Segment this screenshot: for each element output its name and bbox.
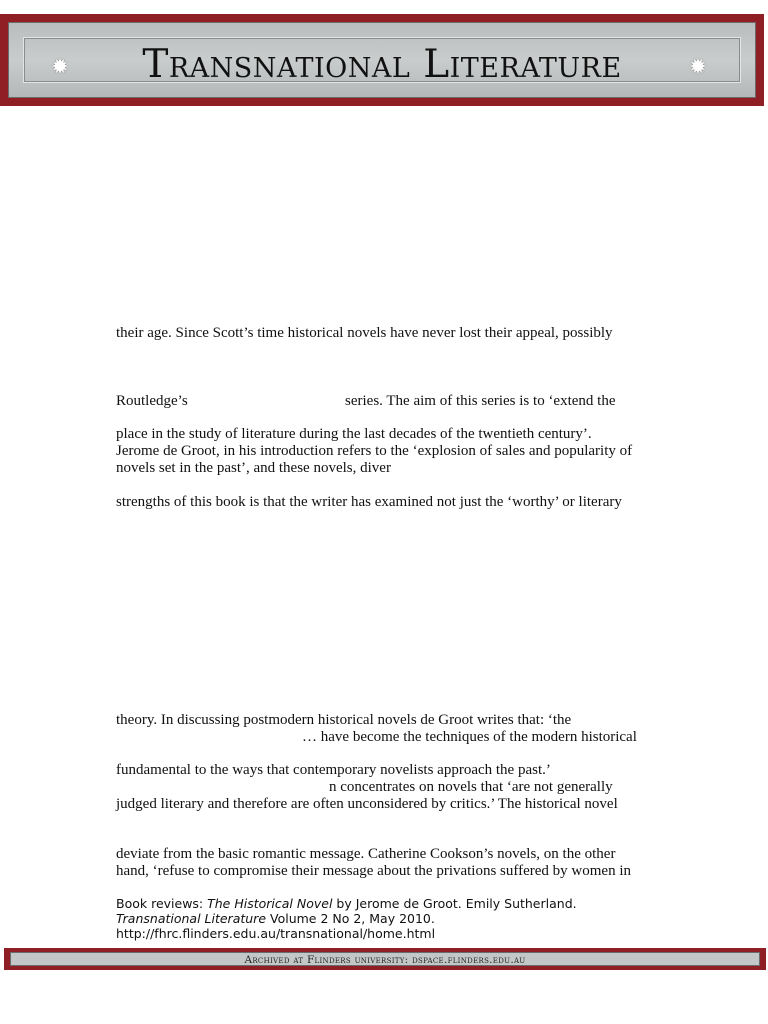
star-ornament-icon: ✹: [688, 55, 708, 80]
body-line: n concentrates on novels that ‘are not generally: [329, 779, 613, 795]
archive-footer: [4, 948, 766, 970]
body-line: strengths of this book is that the writer has examined not just the ‘worthy’ or literary: [116, 494, 622, 510]
body-line: hand, ‘refuse to compromise their message about the privations suffered by women in: [116, 863, 632, 879]
body-line: series. The aim of this series is to ‘extend the: [345, 393, 616, 409]
body-line: fundamental to the ways that contemporary novelists approach the past.’: [116, 762, 551, 778]
body-line: novels set in the past’, and these novels, diver: [116, 460, 391, 476]
star-ornament-icon: ✹: [50, 55, 70, 80]
citation-line: [116, 896, 577, 911]
journal-issue: Volume 2 No 2, May 2010.: [266, 911, 435, 926]
archive-notice: Archived at Flinders university: dspace.flinders.edu.au: [244, 954, 526, 966]
body-line: place in the study of literature during the last decades of the twentieth century’.: [116, 426, 592, 442]
citation-author: by Jerome de Groot. Emily Sutherland.: [332, 896, 577, 911]
citation-url[interactable]: http://fhrc.flinders.edu.au/transnational/home.html: [116, 926, 436, 941]
body-line: theory. In discussing postmodern historical novels de Groot writes that: ‘the: [116, 712, 572, 728]
body-line: Routledge’s: [116, 393, 188, 409]
body-line: deviate from the basic romantic message. Catherine Cookson’s novels, on the other: [116, 846, 616, 862]
journal-title: Transnational Literature: [142, 42, 622, 87]
footer-panel: [10, 952, 760, 966]
banner-panel: [8, 22, 756, 98]
journal-name: Transnational Literature: [116, 911, 267, 926]
body-line: Jerome de Groot, in his introduction refers to the ‘explosion of sales and popularity of: [116, 443, 633, 459]
book-title: The Historical Novel: [207, 896, 333, 911]
citation-prefix: Book reviews:: [116, 896, 208, 911]
citation-line: [116, 911, 435, 926]
body-line: their age. Since Scott’s time historical novels have never lost their appeal, possibly: [116, 325, 613, 341]
body-line: … have become the techniques of the modern historical: [302, 729, 637, 745]
journal-banner: [0, 14, 764, 106]
body-line: judged literary and therefore are often unconsidered by critics.’ The historical novel: [116, 796, 618, 812]
